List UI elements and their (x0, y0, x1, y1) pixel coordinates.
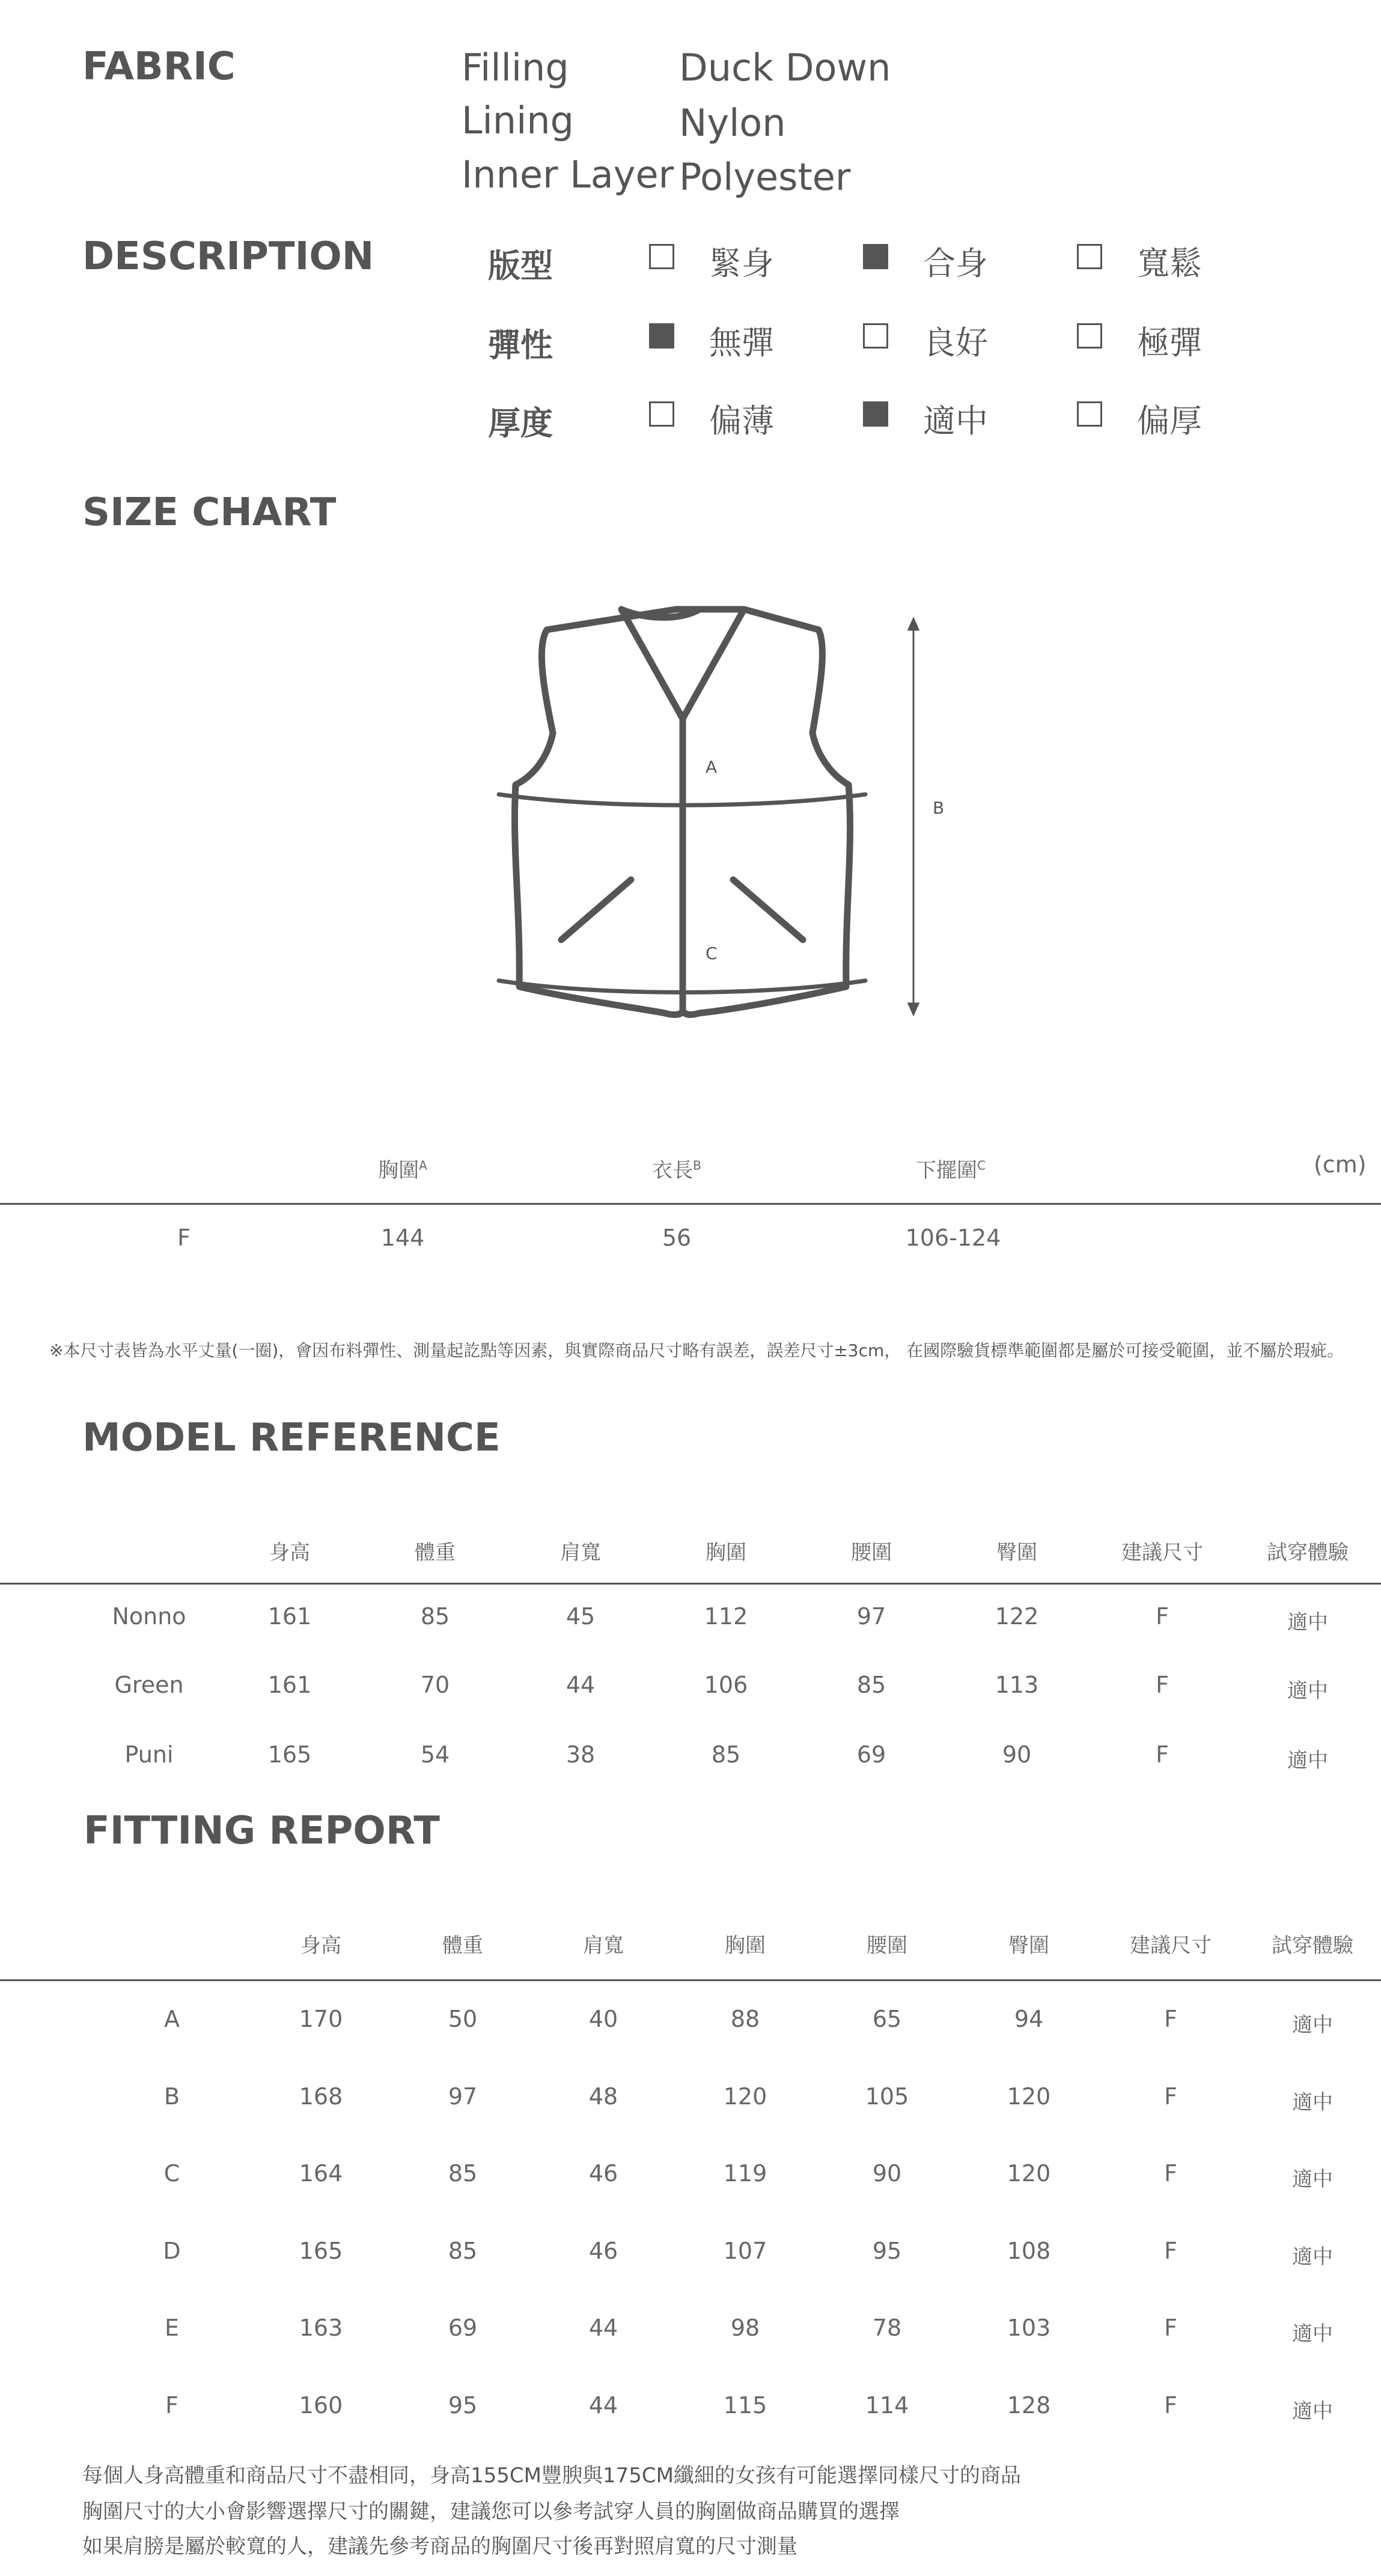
fitting-column-header: 試穿體驗 (1272, 1934, 1353, 1958)
footnote-line: 如果肩膀是屬於較寬的人，建議先參考商品的胸圍尺寸後再對照肩寬的尺寸測量 (82, 2535, 797, 2559)
model-cell: 97 (856, 1603, 886, 1630)
fitting-cell: F (1164, 2237, 1177, 2264)
model-cell: 165 (267, 1741, 312, 1768)
model-cell: 85 (711, 1741, 741, 1768)
fitting-cell: 98 (730, 2315, 760, 2341)
model-column-header: 建議尺寸 (1121, 1541, 1203, 1565)
fabric-label: Filling (462, 46, 569, 90)
checked-box (649, 323, 674, 349)
size-chart-heading: SIZE CHART (82, 490, 337, 535)
description-label: 厚度 (488, 404, 553, 442)
fitting-cell: 105 (865, 2083, 909, 2110)
fitting-cell: 44 (588, 2392, 618, 2419)
fitting-cell: 適中 (1292, 2322, 1333, 2346)
fitting-column-header: 肩寬 (583, 1934, 624, 1958)
size-header-text: 衣長 (652, 1159, 694, 1183)
fitting-cell: 115 (723, 2392, 767, 2419)
fitting-table-divider (0, 1979, 1381, 1981)
size-cell: 56 (662, 1225, 692, 1251)
model-column-header: 身高 (269, 1541, 310, 1565)
fitting-cell: 適中 (1292, 2090, 1333, 2115)
unchecked-box (649, 244, 674, 269)
size-column-header (652, 1154, 701, 1183)
fitting-report-heading: FITTING REPORT (84, 1809, 440, 1853)
model-cell: 69 (856, 1741, 886, 1768)
fitting-cell: 適中 (1292, 2244, 1333, 2269)
model-column-header: 體重 (415, 1541, 456, 1565)
left-pocket (561, 880, 631, 940)
fabric-label: Inner Layer (462, 153, 674, 196)
fitting-row-label: C (163, 2160, 180, 2187)
model-cell: 54 (420, 1741, 450, 1768)
unchecked-box (1077, 323, 1102, 349)
fitting-cell: 163 (299, 2315, 343, 2341)
description-option: 偏薄 (709, 402, 774, 440)
fabric-value: Polyester (679, 155, 851, 199)
size-header-sup: C (977, 1158, 986, 1173)
size-cell: 144 (380, 1225, 425, 1251)
fitting-cell: 適中 (1292, 2399, 1333, 2423)
fitting-cell: 適中 (1292, 2013, 1333, 2037)
fitting-column-header: 建議尺寸 (1130, 1934, 1212, 1958)
fitting-cell: 65 (872, 2006, 902, 2032)
label-a: A (706, 757, 718, 777)
checked-box (863, 401, 888, 427)
fitting-cell: F (1164, 2315, 1177, 2341)
model-cell: 113 (995, 1672, 1039, 1698)
fitting-cell: 165 (299, 2237, 343, 2264)
label-c: C (706, 943, 718, 963)
fitting-cell: 119 (723, 2160, 767, 2187)
model-cell: 106 (704, 1672, 748, 1698)
fitting-cell: 50 (448, 2006, 478, 2032)
fitting-column-header: 體重 (442, 1934, 483, 1958)
fitting-row-label: E (164, 2315, 180, 2341)
fitting-cell: 69 (448, 2315, 478, 2341)
description-option: 適中 (923, 402, 988, 440)
model-column-header: 臀圍 (996, 1541, 1037, 1565)
fitting-cell: 120 (1007, 2083, 1051, 2110)
description-option: 寬鬆 (1137, 245, 1202, 282)
fitting-cell: 40 (588, 2006, 618, 2032)
fitting-cell: 44 (588, 2315, 618, 2341)
description-option: 緊身 (709, 245, 774, 282)
fitting-cell: 114 (865, 2392, 909, 2419)
unchecked-box (1077, 401, 1102, 427)
label-b: B (933, 798, 945, 818)
model-name: Nonno (112, 1603, 186, 1630)
fitting-cell: 94 (1014, 2006, 1044, 2032)
fitting-column-header: 身高 (300, 1934, 341, 1958)
fitting-cell: 85 (448, 2237, 478, 2264)
fitting-column-header: 臀圍 (1008, 1934, 1049, 1958)
unchecked-box (863, 323, 888, 349)
unchecked-box (1077, 244, 1102, 269)
footnote-line: 胸圍尺寸的大小會影響選擇尺寸的關鍵，建議您可以參考試穿人員的胸圍做商品購買的選擇 (82, 2500, 900, 2524)
unchecked-box (649, 401, 674, 427)
fitting-cell: F (1164, 2006, 1177, 2032)
fitting-cell: 120 (723, 2083, 767, 2110)
fabric-heading: FABRIC (82, 44, 236, 89)
size-header-sup: A (419, 1158, 427, 1173)
fitting-cell: 88 (730, 2006, 760, 2032)
fitting-cell: 46 (588, 2237, 618, 2264)
model-cell: 適中 (1287, 1749, 1328, 1773)
fitting-cell: F (1164, 2160, 1177, 2187)
footnote-line: 每個人身高體重和商品尺寸不盡相同，身高155CM豐腴與175CM纖細的女孩有可能選擇同樣尺寸的商品 (82, 2464, 1021, 2488)
model-cell: 適中 (1287, 1679, 1328, 1703)
size-row-label: F (177, 1225, 191, 1251)
size-column-header (378, 1154, 427, 1183)
vest-outline-left (514, 609, 700, 1015)
model-column-header: 腰圍 (851, 1541, 892, 1565)
fitting-cell: 90 (872, 2160, 902, 2187)
model-cell: 112 (704, 1603, 748, 1630)
right-pocket (733, 880, 803, 940)
description-option: 極彈 (1137, 324, 1202, 362)
fitting-cell: 107 (723, 2237, 767, 2264)
description-option: 合身 (923, 245, 988, 282)
fabric-value: Nylon (679, 101, 786, 145)
fitting-cell: 48 (588, 2083, 618, 2110)
model-name: Green (114, 1672, 184, 1698)
description-label: 版型 (488, 247, 553, 285)
fitting-cell: 164 (299, 2160, 343, 2187)
size-header-text: 胸圍 (378, 1159, 419, 1183)
fitting-column-header: 胸圍 (725, 1934, 766, 1958)
description-option: 良好 (923, 324, 988, 362)
model-reference-heading: MODEL REFERENCE (82, 1416, 501, 1460)
fitting-cell: 95 (448, 2392, 478, 2419)
fitting-cell: 95 (872, 2237, 902, 2264)
size-header-text: 下擺圍 (916, 1159, 978, 1183)
model-cell: 161 (267, 1672, 312, 1698)
vest-diagram (481, 595, 950, 1028)
description-label: 彈性 (488, 326, 553, 364)
fabric-value: Duck Down (679, 46, 891, 90)
fitting-cell: 85 (448, 2160, 478, 2187)
fitting-cell: 108 (1007, 2237, 1051, 2264)
arrow-top (909, 619, 918, 630)
model-cell: F (1156, 1741, 1169, 1768)
fitting-row-label: A (164, 2006, 180, 2032)
unit-label: (cm) (1314, 1151, 1367, 1178)
model-cell: 70 (420, 1672, 450, 1698)
arrow-bottom (909, 1003, 918, 1014)
model-name: Puni (124, 1741, 174, 1768)
model-cell: 適中 (1287, 1610, 1328, 1634)
model-cell: 85 (420, 1603, 450, 1630)
fitting-column-header: 腰圍 (867, 1934, 907, 1958)
model-cell: 122 (995, 1603, 1039, 1630)
model-cell: 38 (566, 1741, 596, 1768)
model-cell: 44 (566, 1672, 596, 1698)
fitting-row-label: F (165, 2392, 178, 2419)
model-cell: 85 (856, 1672, 886, 1698)
fitting-cell: F (1164, 2083, 1177, 2110)
size-column-header (916, 1154, 986, 1183)
model-cell: F (1156, 1603, 1169, 1630)
fitting-cell: 170 (299, 2006, 343, 2032)
size-note: ※本尺寸表皆為水平丈量(一圈)，會因布料彈性、測量起訖點等因素，與實際商品尺寸略有誤差，誤差尺寸±3cm， 在國際驗貨標準範圍都是屬於可接受範圍，並不屬於瑕疵。 (49, 1341, 1344, 1360)
size-header-sup: B (693, 1158, 701, 1173)
description-heading: DESCRIPTION (82, 234, 374, 279)
model-cell: 161 (267, 1603, 312, 1630)
fabric-label: Lining (462, 99, 574, 142)
fitting-cell: 103 (1007, 2315, 1051, 2341)
size-cell: 106-124 (905, 1225, 1001, 1251)
fitting-cell: 128 (1007, 2392, 1051, 2419)
fitting-cell: F (1164, 2392, 1177, 2419)
fitting-cell: 46 (588, 2160, 618, 2187)
model-column-header: 胸圍 (706, 1541, 746, 1565)
fitting-cell: 97 (448, 2083, 478, 2110)
fitting-cell: 120 (1007, 2160, 1051, 2187)
model-cell: F (1156, 1672, 1169, 1698)
fitting-row-label: B (163, 2083, 180, 2110)
model-cell: 90 (1002, 1741, 1032, 1768)
fitting-row-label: D (163, 2237, 181, 2264)
model-column-header: 試穿體驗 (1267, 1541, 1349, 1565)
model-column-header: 肩寬 (560, 1541, 601, 1565)
description-option: 偏厚 (1137, 402, 1202, 440)
fitting-cell: 168 (299, 2083, 343, 2110)
checked-box (863, 244, 888, 269)
vest-outline-right (676, 609, 850, 1015)
model-cell: 45 (566, 1603, 596, 1630)
fitting-cell: 78 (872, 2315, 902, 2341)
model-table-divider (0, 1583, 1381, 1585)
fitting-cell: 適中 (1292, 2167, 1333, 2191)
description-option: 無彈 (709, 324, 774, 362)
size-table-divider (0, 1203, 1381, 1205)
fitting-cell: 160 (299, 2392, 343, 2419)
